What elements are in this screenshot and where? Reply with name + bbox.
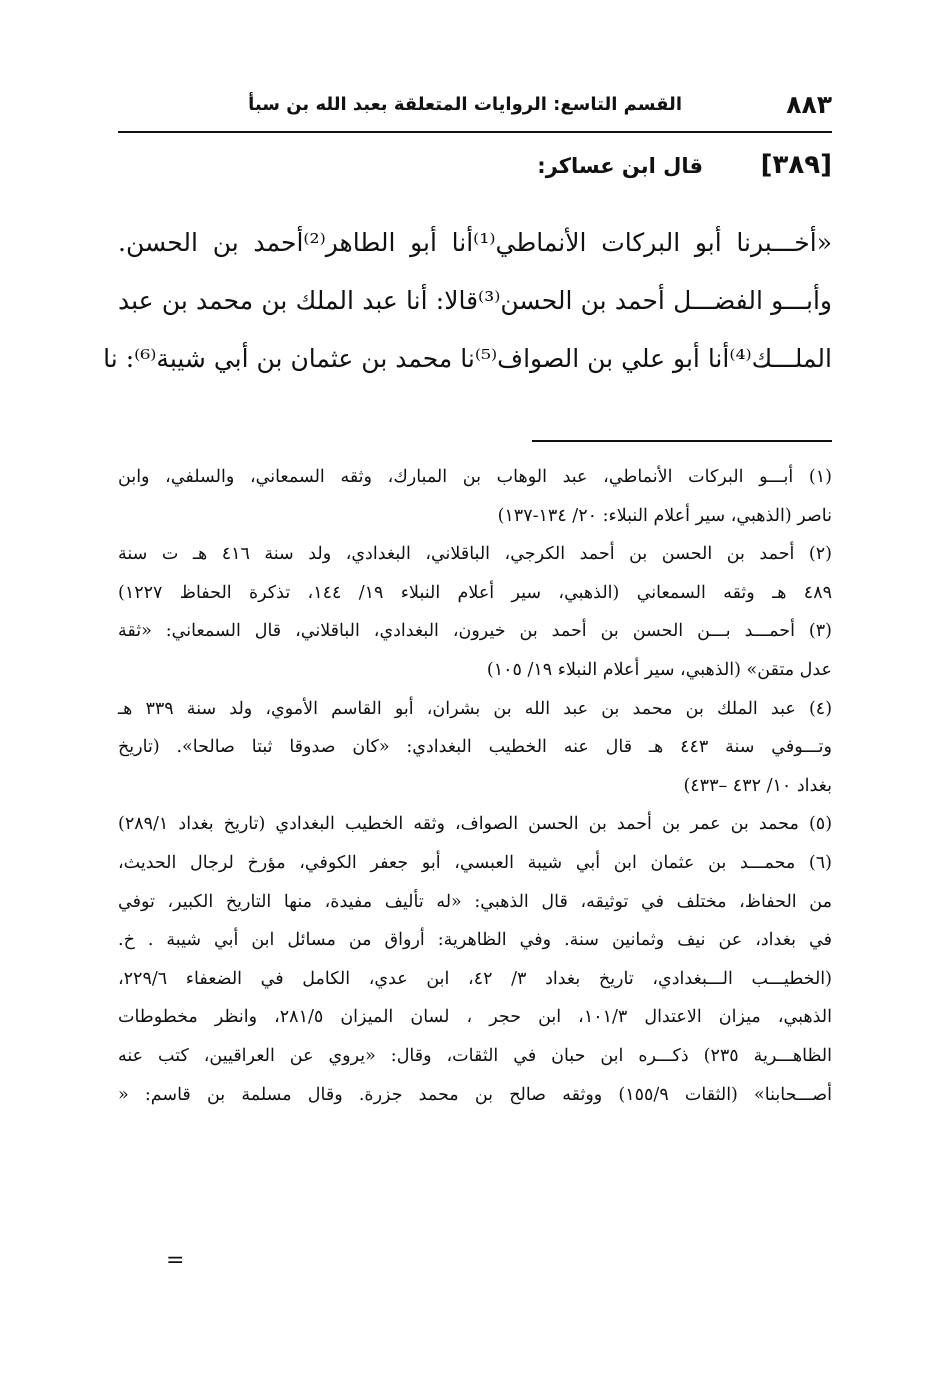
entry-number: [٣٨٩] [760, 150, 832, 180]
running-title: القسم التاسع: الروايات المتعلقة بعبد الله بن سبأ [248, 94, 682, 115]
page-number: ٨٨٣ [786, 90, 832, 119]
footnote-line: أصـــحابنا» (الثقات ١٥٥/٩) ووثقه صالح بن محمد جزرة. وقال مسلمة بن قاسم: « [118, 1084, 832, 1105]
footnote-line: (٤) عبد الملك بن محمد بن عبد الله بن بشران، أبو القاسم الأموي، ولد سنة ٣٣٩ هـ [118, 698, 833, 719]
continuation-mark: = [166, 1248, 185, 1273]
main-text-line: «أخـــبرنا أبو البركات الأنماطي⁽¹⁾أنا أبو الطاهر⁽²⁾أحمد بن الحسن. [118, 228, 832, 257]
footnote-line: (٢) أحمد بن الحسن بن أحمد الكرجي، الباقلاني، البغدادي، ولد سنة ٤١٦ هـ ت سنة [118, 544, 832, 565]
footnote-line: في بغداد، عن نيف وثمانين سنة. وفي الظاهرية: أرواق من مسائل ابن أبي شيبة . خ. [118, 930, 832, 951]
entry-heading [537, 150, 832, 180]
footnote-line: عدل متقن» (الذهبي، سير أعلام النبلاء ١٩/ ١٠٥) [486, 659, 832, 680]
footnote-line: وتـــوفي سنة ٤٤٣ هـ قال عنه الخطيب البغدادي: «كان صدوقا ثبتا صالحا». (تاريخ [118, 737, 832, 758]
header-divider [118, 131, 832, 133]
footnote-line: من الحفاظ، مختلف في توثيقه، قال الذهبي: «له تأليف مفيدة، منها التاريخ الكبير، توفي [118, 891, 832, 912]
footnote-line: الذهبي، ميزان الاعتدال ١٠١/٣، ابن حجر ، لسان الميزان ٢٨١/٥، وانظر مخطوطات [118, 1007, 832, 1028]
footnotes [118, 458, 832, 1114]
footnote-line: (٥) محمد بن عمر بن أحمد بن الحسن الصواف، وثقه الخطيب البغدادي (تاريخ بغداد ٢٨٩/١) [118, 814, 833, 835]
footnote-line: (الخطيـــب الـــبغدادي، تاريخ بغداد ٣/ ٤٢، ابن عدي، الكامل في الضعفاء ٢٢٩/٦، [118, 968, 833, 989]
footnote-divider [532, 440, 832, 442]
entry-title: قال ابن عساكر: [537, 154, 704, 178]
footnote-line: (٦) محمـــد بن عثمان ابن أبي شيبة العبسي، أبو جعفر الكوفي، مؤرخ لرجال الحديث، [118, 852, 832, 873]
main-text [103, 214, 832, 388]
main-text-line: الملـــك⁽⁴⁾أنا أبو علي بن الصواف⁽⁵⁾نا محمد بن عثمان بن أبي شيبة⁽⁶⁾: نا [103, 344, 832, 373]
page-header [118, 88, 832, 128]
main-text-line: وأبـــو الفضـــل أحمد بن الحسن⁽³⁾قالا: أنا عبد الملك بن محمد بن عبد [118, 286, 832, 315]
footnote-line: (١) أبـــو البركات الأنماطي، عبد الوهاب بن المبارك، وثقه السمعاني، والسلفي، وابن [118, 467, 832, 487]
footnote-line: ٤٨٩ هـ وثقه السمعاني (الذهبي، سير أعلام النبلاء ١٩/ ١٤٤، تذكرة الحفاظ ١٢٢٧) [118, 582, 832, 603]
footnote-line: (٣) أحمـــد بـــن الحسن بن أحمد بن خيرون، البغدادي، الباقلاني، قال السمعاني: «ثقة [118, 621, 832, 642]
footnote-line: بغداد ١٠/ ٤٣٢ –٤٣٣) [683, 775, 832, 796]
footnote-line: ناصر (الذهبي، سير أعلام النبلاء: ٢٠/ ١٣٤-١٣٧) [497, 505, 832, 526]
footnote-line: الظاهـــرية ٢٣٥) ذكـــره ابن حبان في الثقات، وقال: «يروي عن العراقيين، كتب عنه [118, 1045, 832, 1066]
